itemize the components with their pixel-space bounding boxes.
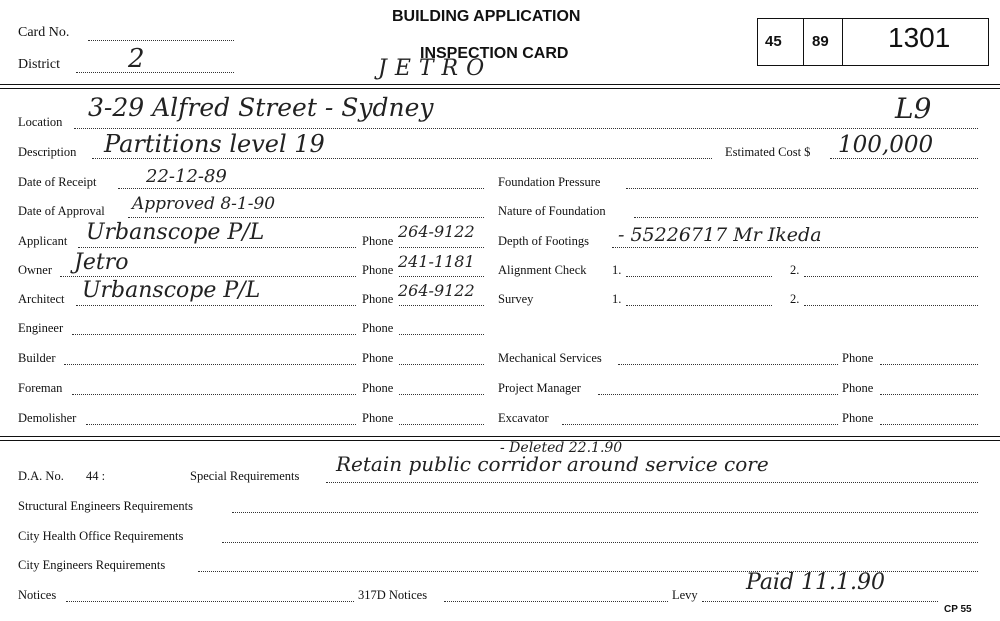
architect-phone-line bbox=[399, 305, 484, 306]
estimated-cost-line bbox=[830, 158, 978, 159]
nature-foundation-label: Nature of Foundation bbox=[498, 204, 606, 218]
builder-line bbox=[64, 364, 356, 365]
depth-footings-label: Depth of Footings bbox=[498, 234, 589, 248]
builder-phone-line bbox=[399, 364, 484, 365]
excavator-label: Excavator bbox=[498, 411, 549, 425]
description-line bbox=[92, 158, 712, 159]
form-title-line-1: BUILDING APPLICATION bbox=[392, 8, 581, 25]
owner-phone-label: Phone bbox=[362, 263, 394, 277]
special-requirements-value: Retain public corridor around service core bbox=[336, 452, 769, 476]
alignment-check-label: Alignment Check bbox=[498, 263, 587, 277]
mechanical-services-line bbox=[618, 364, 838, 365]
engineer-label: Engineer bbox=[18, 321, 64, 335]
survey-label: Survey bbox=[498, 292, 534, 306]
card-no-label: Card No. bbox=[18, 25, 70, 40]
divider-mid-1 bbox=[0, 436, 1000, 437]
notices-317d-label: 317D Notices bbox=[358, 588, 428, 602]
foreman-phone-label: Phone bbox=[362, 381, 394, 395]
description-label: Description bbox=[18, 145, 77, 159]
alignment-check-1-label: 1. bbox=[612, 263, 622, 277]
location-mark: L9 bbox=[895, 92, 932, 125]
owner-value: Jetro bbox=[74, 250, 129, 275]
demolisher-label: Demolisher bbox=[18, 411, 77, 425]
nature-foundation-line bbox=[634, 217, 978, 218]
architect-value: Urbanscope P/L bbox=[82, 278, 261, 303]
engineer-phone-line bbox=[399, 334, 484, 335]
owner-label: Owner bbox=[18, 263, 53, 277]
divider-top-2 bbox=[0, 88, 1000, 89]
box-divider-1 bbox=[803, 18, 804, 66]
box-value-b: 89 bbox=[812, 33, 829, 50]
applicant-label: Applicant bbox=[18, 234, 68, 248]
mechanical-phone-line bbox=[880, 364, 978, 365]
foundation-pressure-label: Foundation Pressure bbox=[498, 175, 601, 189]
mechanical-services-label: Mechanical Services bbox=[498, 351, 602, 365]
demolisher-line bbox=[86, 424, 356, 425]
location-value: 3-29 Alfred Street - Sydney bbox=[88, 93, 434, 122]
levy-value: Paid 11.1.90 bbox=[746, 570, 886, 595]
notices-317d-line bbox=[444, 601, 668, 602]
card-number: 1301 bbox=[888, 22, 951, 53]
box-divider-2 bbox=[842, 18, 843, 66]
special-requirements-label: Special Requirements bbox=[190, 469, 300, 483]
owner-phone-value: 241-1181 bbox=[398, 252, 475, 271]
excavator-phone-line bbox=[880, 424, 978, 425]
engineer-line bbox=[72, 334, 356, 335]
divider-top-1 bbox=[0, 84, 1000, 85]
location-line bbox=[74, 128, 978, 129]
district-value: 2 bbox=[128, 44, 145, 74]
owner-phone-line bbox=[399, 276, 484, 277]
foundation-pressure-line bbox=[626, 188, 978, 189]
applicant-phone-line bbox=[399, 247, 484, 248]
project-manager-phone-line bbox=[880, 394, 978, 395]
district-label: District bbox=[18, 57, 60, 72]
project-manager-phone-label: Phone bbox=[842, 381, 874, 395]
date-receipt-value: 22-12-89 bbox=[146, 166, 227, 187]
special-requirements-note: - Deleted 22.1.90 bbox=[500, 440, 623, 456]
da-no-label: D.A. No. bbox=[18, 469, 64, 483]
demolisher-phone-line bbox=[399, 424, 484, 425]
survey-1-label: 1. bbox=[612, 292, 622, 306]
applicant-line bbox=[78, 247, 356, 248]
special-requirements-line bbox=[326, 482, 978, 483]
applicant-value: Urbanscope P/L bbox=[86, 220, 265, 245]
date-approval-line bbox=[128, 217, 484, 218]
date-approval-label: Date of Approval bbox=[18, 204, 105, 218]
levy-line bbox=[702, 601, 938, 602]
levy-label: Levy bbox=[672, 588, 698, 602]
excavator-phone-label: Phone bbox=[842, 411, 874, 425]
mechanical-phone-label: Phone bbox=[842, 351, 874, 365]
structural-engineers-line bbox=[232, 512, 978, 513]
city-health-line bbox=[222, 542, 978, 543]
demolisher-phone-label: Phone bbox=[362, 411, 394, 425]
alignment-check-2-line bbox=[804, 276, 978, 277]
depth-footings-line bbox=[612, 247, 978, 248]
card-number-box bbox=[757, 18, 989, 66]
depth-footings-value: - 55226717 Mr Ikeda bbox=[618, 224, 822, 246]
applicant-phone-label: Phone bbox=[362, 234, 394, 248]
excavator-line bbox=[562, 424, 838, 425]
form-title-line-2: INSPECTION CARD bbox=[420, 45, 569, 62]
architect-phone-label: Phone bbox=[362, 292, 394, 306]
box-value-a: 45 bbox=[765, 33, 782, 50]
foreman-label: Foreman bbox=[18, 381, 63, 395]
date-receipt-line bbox=[118, 188, 484, 189]
notices-label: Notices bbox=[18, 588, 57, 602]
alignment-check-2-label: 2. bbox=[790, 263, 800, 277]
alignment-check-1-line bbox=[626, 276, 772, 277]
card-no-line bbox=[88, 40, 234, 41]
date-approval-value: Approved 8-1-90 bbox=[132, 194, 276, 214]
da-no-value: 44 : bbox=[86, 469, 106, 483]
description-value: Partitions level 19 bbox=[104, 130, 325, 158]
project-manager-label: Project Manager bbox=[498, 381, 581, 395]
city-engineers-label: City Engineers Requirements bbox=[18, 558, 166, 572]
owner-line bbox=[60, 276, 356, 277]
survey-1-line bbox=[626, 305, 772, 306]
structural-engineers-label: Structural Engineers Requirements bbox=[18, 499, 193, 513]
notices-line bbox=[66, 601, 354, 602]
architect-phone-value: 264-9122 bbox=[398, 281, 475, 300]
district-line bbox=[76, 72, 234, 73]
foreman-line bbox=[72, 394, 356, 395]
applicant-phone-value: 264-9122 bbox=[398, 222, 475, 241]
city-health-label: City Health Office Requirements bbox=[18, 529, 184, 543]
engineer-phone-label: Phone bbox=[362, 321, 394, 335]
foreman-phone-line bbox=[399, 394, 484, 395]
project-manager-line bbox=[598, 394, 838, 395]
location-label: Location bbox=[18, 115, 63, 129]
survey-2-line bbox=[804, 305, 978, 306]
handwritten-owner-name: JETRO bbox=[378, 56, 493, 81]
estimated-cost-label: Estimated Cost $ bbox=[725, 145, 811, 159]
form-code: CP 55 bbox=[944, 604, 972, 615]
estimated-cost-value: 100,000 bbox=[838, 132, 934, 158]
builder-label: Builder bbox=[18, 351, 56, 365]
survey-2-label: 2. bbox=[790, 292, 800, 306]
builder-phone-label: Phone bbox=[362, 351, 394, 365]
date-receipt-label: Date of Receipt bbox=[18, 175, 97, 189]
architect-line bbox=[76, 305, 356, 306]
architect-label: Architect bbox=[18, 292, 65, 306]
